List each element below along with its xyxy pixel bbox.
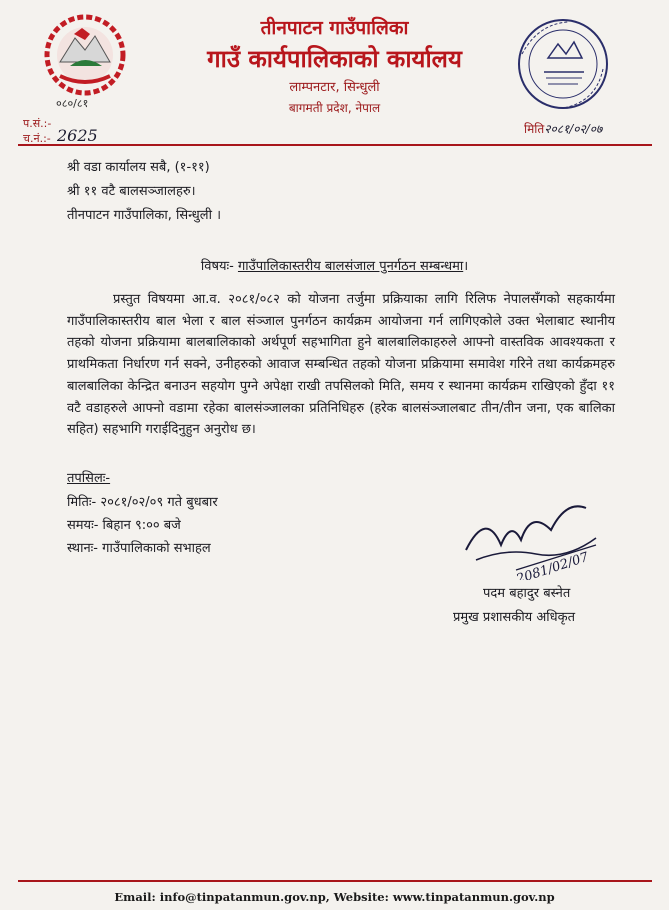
recipient-line: तीनपाटन गाउँपालिका, सिन्धुली । [67, 208, 221, 223]
subject-end: । [463, 259, 469, 274]
tapsil-label: तपसिलः- [67, 471, 111, 486]
ps-label: प.सं.:- [23, 117, 52, 130]
body-text: प्रस्तुत विषयमा आ.व. २०८१/०८२ को योजना तर्जुमा प्रक्रियाका लागि रिलिफ नेपालसँगको सहकार्यमा गाउँपालिकास्तरीय बाल भेला र बाल संञ्जाल पुनर्गठन कार्यक्रम आयोजना गर्न लागिएकोले उक्त भेलाबाट स्थानीय तहको योजना प्रक्रियामा बालबालिकाको अर्थपूर्ण सहभागिता हुने बालबालिकाहरुले आफ्नो वास्तविक आवश्यकता र प्राथमिकता निर्धारण गर्न सक्ने, उनीहरुको आवाज सम्बन्धित तहको योजना प्रक्रियामा समावेश गरिने तथा कार्यक्रमहरु बालबालिका केन्द्रित बनाउन सहयोग पुग्ने अपेक्षा राखी तपसिलको मिति, समय र स्थानमा कार्यक्रम राखिएको हुँदा ११ वटै वडाहरुले आफ्नो वडामा रहेका बालसंञ्जालका प्रतिनिधिहरु (हरेक बालसंञ्जालबाट तीन/तीन जना, एक बालिका सहित) सहभागि गराईदिनुहुन अनुरोध छ। [67, 292, 615, 438]
signatory-title: प्रमुख प्रशासकीय अधिकृत [453, 610, 576, 625]
signature [456, 490, 606, 580]
date-value: २०८१/०२/०७ [544, 122, 603, 136]
footer-divider [18, 880, 652, 882]
subject-line [0, 256, 669, 274]
recipient-line: श्री ११ वटै बालसञ्जालहरु। [67, 184, 196, 199]
letter-date [524, 120, 602, 137]
header-divider [18, 144, 652, 146]
recipient-line: श्री वडा कार्यालय सबै, (१-११) [67, 160, 210, 175]
tapsil-time: समयः- बिहान ९:०० बजे [67, 518, 181, 533]
emblem-number: ०८०/८१ [56, 97, 89, 110]
subject-text: गाउँपालिकास्तरीय बालसंजाल पुनर्गठन सम्बन्धमा [237, 259, 464, 274]
footer-contact: Email: info@tinpatanmun.gov.np, Website: www.tinpatanmun.gov.np [114, 890, 555, 904]
tapsil-venue: स्थानः- गाउँपालिकाको सभाहल [67, 541, 211, 556]
signature-scribble [456, 490, 606, 580]
office-name: गाउँ कार्यपालिकाको कार्यालय [207, 45, 462, 73]
tapsil-date: मितिः- २०८१/०२/०९ गते बुधबार [67, 495, 218, 510]
signatory-name: पदम बहादुर बस्नेत [483, 586, 571, 601]
date-label: मिति [524, 122, 545, 136]
office-province: बागमती प्रदेश, नेपाल [288, 101, 381, 115]
subject-label: विषयः- [200, 259, 234, 274]
office-place: लाम्पनटार, सिन्धुली [289, 80, 380, 95]
signature-date: 2081/02/07 [514, 549, 591, 580]
cn-value: 2625 [57, 126, 98, 145]
body-paragraph [67, 289, 615, 441]
cn-label: च.नं.:- [23, 132, 51, 145]
municipality-name: तीनपाटन गाउँपालिका [260, 17, 409, 39]
